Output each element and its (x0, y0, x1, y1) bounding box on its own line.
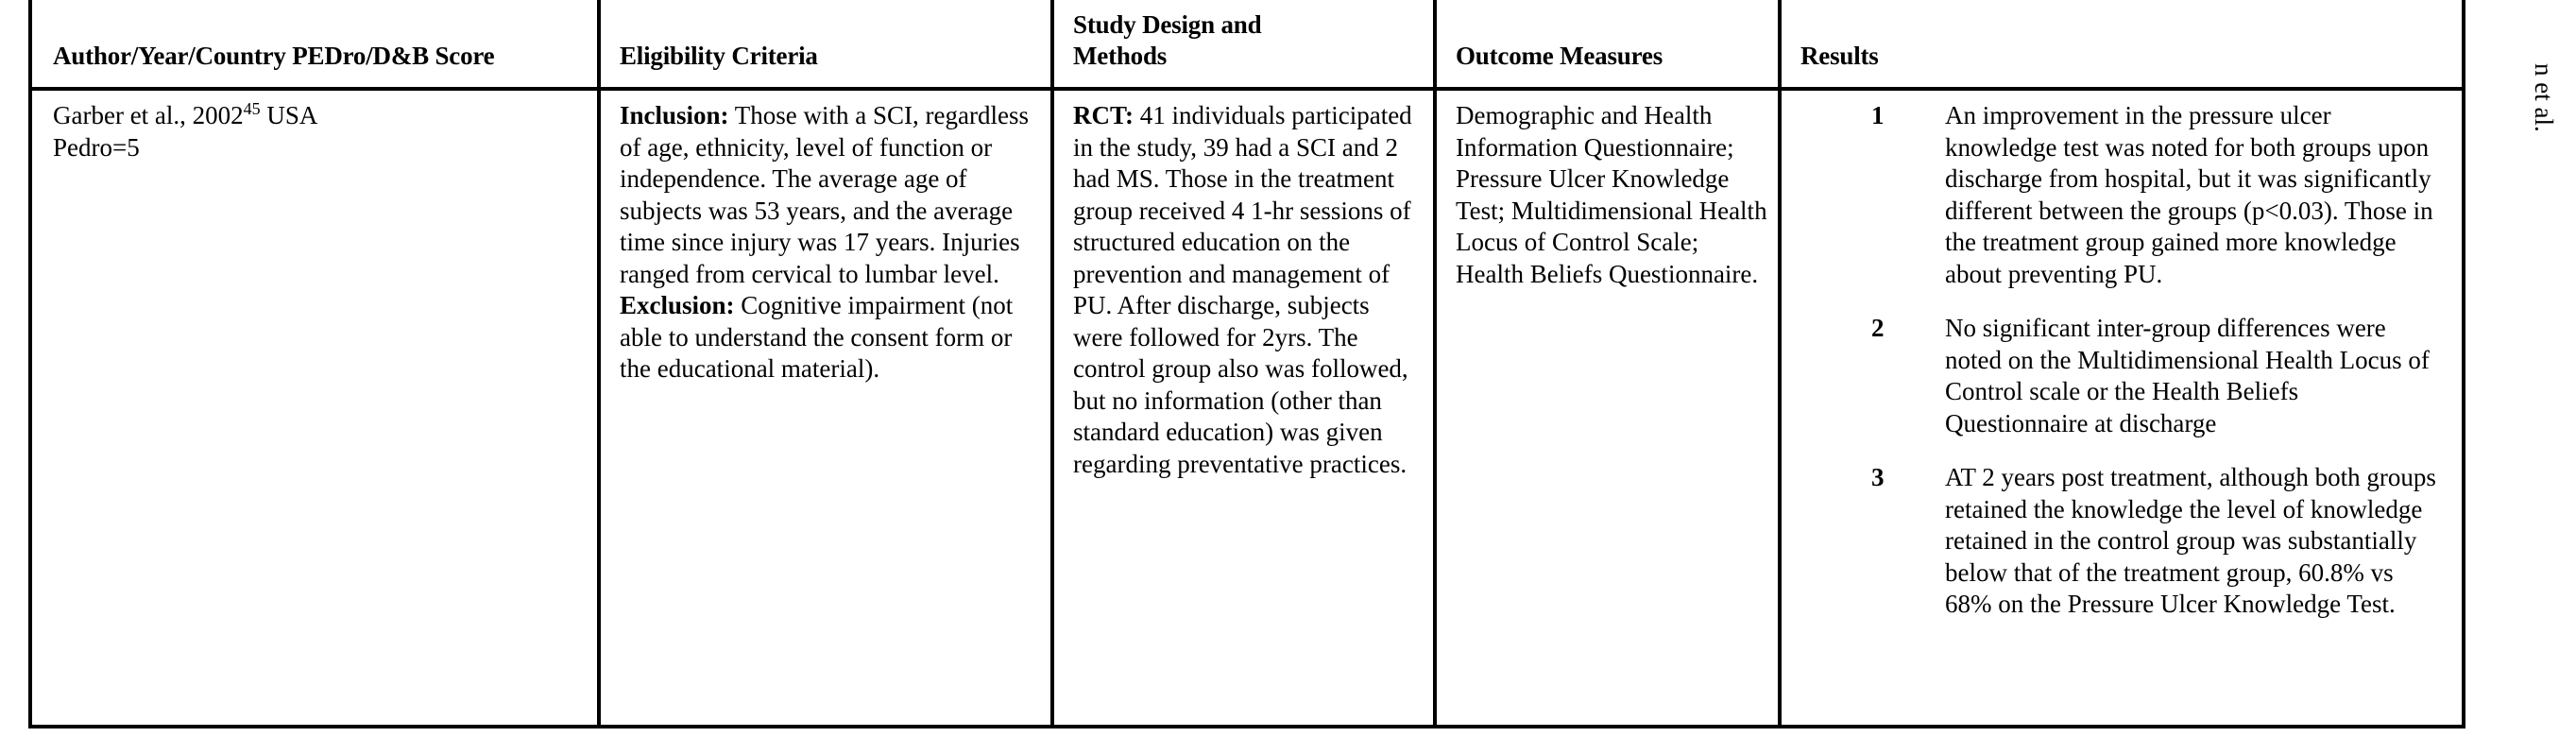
header-cell-design (1052, 0, 1435, 87)
exclusion-text: Cognitive impairment (not able to understand the consent form or the educational material). (620, 291, 1014, 383)
result-text: AT 2 years post treatment, although both groups retained the knowledge the level of knowledge retained in the control group was substantially below that of the treatment group, 60.8% vs 68% on the Pressure Ulcer Knowledge Test. (1945, 463, 2436, 618)
column-divider (597, 0, 601, 725)
author-name-year: Garber et al., 2002 (53, 101, 244, 129)
cell-outcomes (1435, 87, 1780, 725)
author-citation (53, 100, 588, 163)
results-list (1800, 100, 2445, 643)
inclusion-label: Inclusion: (620, 101, 729, 129)
table-header-row (32, 0, 2462, 91)
inclusion-text: Those with a SCI, regardless of age, ethnicity, level of function or independence. The average age of subjects was 53 years, and the average time since injury was 17 years. Injuries ranged from cervical to lumbar level. (620, 101, 1029, 288)
design-label: RCT: (1073, 101, 1134, 129)
pedro-score: Pedro=5 (53, 132, 140, 162)
cell-author (32, 87, 599, 725)
design-text (1073, 100, 1424, 480)
result-text: An improvement in the pressure ulcer knowledge test was noted for both groups upon discharge from hospital, but it was significantly different between the groups (p<0.03). Those in the treatment group gained more knowledge about preventing PU. (1945, 101, 2433, 288)
exclusion-label: Exclusion: (620, 291, 735, 319)
column-divider (1778, 0, 1782, 725)
exclusion-criteria (620, 290, 1041, 386)
header-cell-results (1780, 0, 2464, 87)
running-header: n et al. (2530, 63, 2558, 132)
header-cell-eligibility (599, 0, 1052, 87)
author-line (53, 100, 588, 132)
header-eligibility-label: Eligibility Criteria (620, 42, 818, 70)
author-country: USA (260, 101, 318, 129)
cell-eligibility (599, 87, 1052, 725)
list-item (1800, 100, 2445, 290)
result-number: 1 (1871, 101, 1885, 129)
evidence-table (28, 0, 2465, 728)
design-description: 41 individuals participated in the study, 39 had a SCI and 2 had MS. Those in the treatment group received 4 1-hr sessions of structured education on the prevention and management of PU. After discharge, subjects were followed for 2yrs. The control group also was followed, but no information (other than standard education) was given regarding preventative practices. (1073, 101, 1412, 478)
header-results-label: Results (1800, 42, 1879, 70)
column-divider (1050, 0, 1054, 725)
result-number: 2 (1871, 314, 1885, 342)
header-author-label: Author/Year/Country PEDro/D&B Score (53, 42, 495, 70)
column-divider (1433, 0, 1437, 725)
table-row (32, 87, 2462, 725)
reference-number: 45 (243, 99, 261, 118)
header-cell-outcomes (1435, 0, 1780, 87)
header-outcomes-label: Outcome Measures (1456, 42, 1663, 70)
cell-design (1052, 87, 1435, 725)
result-text: No significant inter-group differences were noted on the Multidimensional Health Locus of Control scale or the Health Beliefs Questionnaire at discharge (1945, 314, 2430, 437)
cell-results (1780, 87, 2464, 725)
header-design-label: Study Design and Methods (1073, 10, 1262, 70)
eligibility-text (620, 100, 1041, 386)
header-cell-author (32, 0, 599, 87)
outcome-measures-text: Demographic and Health Information Questionnaire; Pressure Ulcer Knowledge Test; Multidimensional Health Locus of Control Scale; Health Beliefs Questionnaire. (1456, 101, 1767, 288)
result-number: 3 (1871, 463, 1885, 491)
inclusion-criteria (620, 100, 1041, 290)
list-item (1800, 462, 2445, 621)
list-item (1800, 313, 2445, 439)
